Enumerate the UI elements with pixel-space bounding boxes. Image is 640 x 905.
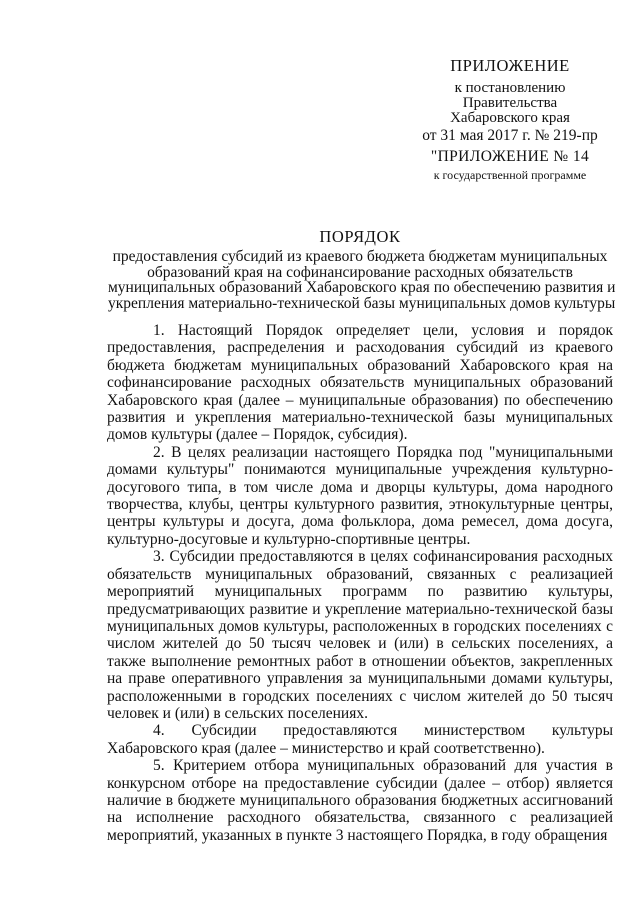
- appendix-header: [400, 147, 620, 182]
- paragraph-4: 4. Субсидии предоставляются министерством культуры Хабаровского края (далее – министерство и край соответственно).: [107, 722, 613, 757]
- appendix-subtitle: к государственной программе: [433, 168, 587, 182]
- subtitle-line: муниципальных образований Хабаровского края по обеспечению развития и: [108, 279, 616, 296]
- subtitle-line: образований края на софинансирование расходных обязательств: [147, 263, 573, 281]
- document-title: ПОРЯДОК: [319, 227, 401, 246]
- document-body: [107, 322, 613, 844]
- header-title: ПРИЛОЖЕНИЕ: [450, 56, 570, 75]
- subtitle-line: предоставления субсидий из краевого бюджета бюджетам муниципальных: [112, 248, 608, 265]
- header-line-1: к постановлению: [454, 80, 566, 96]
- header-date-line: от 31 мая 2017 г. № 219-пр: [422, 127, 598, 144]
- document-subtitle: [108, 248, 616, 312]
- paragraph-3: 3. Субсидии предоставляются в целях софинансирования расходных обязательств муниципальных образований, связанных с реализацией мероприятий муниципальных программ по развитию культуры, предусматривающих развитие и укрепление материально-технической базы муниципальных домов культуры, расположенных в городских поселениях с числом жителей до 50 тысяч человек и (или) в сельских поселениях, а также выполнение ремонтных работ в отношении объектов, закрепленных на праве оперативного управления за муниципальными домами культуры, расположенными в городских поселениях с числом жителей до 50 тысяч человек и (или) в сельских поселениях.: [107, 548, 613, 722]
- header-line-3: Хабаровского края: [450, 110, 570, 126]
- paragraph-5: 5. Критерием отбора муниципальных образований для участия в конкурсном отборе на предоставление субсидии (далее – отбор) является наличие в бюджете муниципального образования бюджетных ассигнований на исполнение расходного обязательства, связанного с реализацией мероприятий, указанных в пункте 3 настоящего Порядка, в году обращения: [107, 757, 613, 844]
- header-line-2: Правительства: [462, 95, 558, 111]
- subtitle-line: укрепления материально-технической базы муниципальных домов культуры: [108, 294, 616, 312]
- paragraph-1: 1. Настоящий Порядок определяет цели, условия и порядок предоставления, распределения и расходования субсидий из краевого бюджета бюджетам муниципальных образований Хабаровского края на софинансирование расходных обязательств муниципальных образований Хабаровского края (далее – муниципальные образования) по обеспечению развития и укрепления материально-технической базы муниципальных домов культуры (далее – Порядок, субсидия).: [107, 322, 613, 444]
- paragraph-2: 2. В целях реализации настоящего Порядка под "муниципальными домами культуры" понимаются муниципальные учреждения культурно-досугового типа, в том числе дома и дворцы культуры, дома народного творчества, клубы, центры культурного развития, этнокультурные центры, центры культуры и досуга, дома фольклора, дома ремесел, дома досуга, культурно-досуговые и культурно-спортивные центры.: [107, 443, 613, 548]
- approval-header: [400, 56, 620, 143]
- appendix-title: "ПРИЛОЖЕНИЕ № 14: [430, 148, 590, 165]
